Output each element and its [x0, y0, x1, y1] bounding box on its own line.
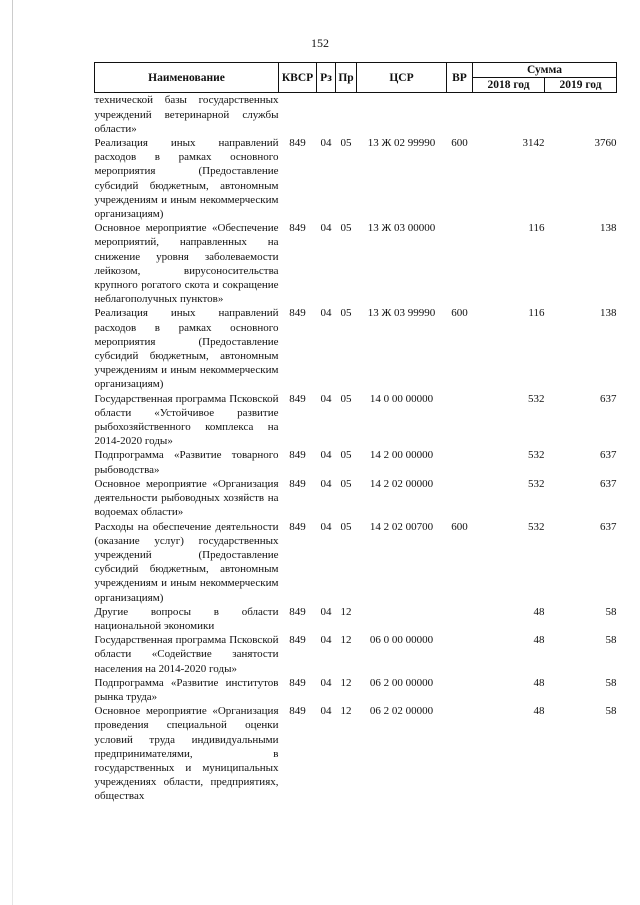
row-name: Реализация иных направлений расходов в рамках основного мероприятия (Предоставление субсидий бюджетным, автономным учреждениям и иным некоммерческим организациям) — [94, 307, 279, 391]
row-vr: 600 — [451, 137, 468, 150]
row-rz: 04 — [320, 307, 332, 320]
row-csr: 14 0 00 00000 — [369, 392, 434, 405]
row-csr: 06 0 00 00000 — [369, 634, 434, 647]
row-vr — [447, 676, 473, 704]
row-kvsr: 849 — [289, 222, 306, 235]
row-rz: 04 — [320, 222, 332, 235]
table-row — [95, 136, 617, 221]
row-kvsr: 849 — [289, 520, 306, 533]
row-name: Основное мероприятие «Организация деятельности рыбоводных хозяйств на водоемах области» — [94, 477, 279, 519]
header-2019: 2019 год — [545, 78, 617, 93]
header-kvsr: КВСР — [279, 63, 317, 93]
row-pr: 05 — [340, 137, 352, 150]
row-vr — [447, 448, 473, 476]
row-csr: 14 2 00 00000 — [369, 449, 434, 462]
row-csr — [357, 605, 447, 633]
row-2019: 58 — [605, 676, 617, 689]
row-pr: 05 — [340, 392, 352, 405]
row-2018: 532 — [528, 520, 545, 533]
row-vr — [447, 605, 473, 633]
row-pr: 05 — [340, 449, 352, 462]
header-2018: 2018 год — [473, 78, 545, 93]
row-rz: 04 — [320, 520, 332, 533]
row-2019: 637 — [600, 449, 617, 462]
row-pr: 05 — [340, 477, 352, 490]
row-kvsr — [279, 93, 317, 136]
row-name: Государственная программа Псковской области «Содействие занятости населения на 2014-2020 годы» — [94, 634, 279, 675]
row-name: Подпрограмма «Развитие институтов рынка труда» — [94, 676, 279, 703]
table-row — [95, 520, 617, 605]
row-name: Расходы на обеспечение деятельности (оказание услуг) государственных учреждений (Предоставление субсидий бюджетным, автономным учреждениям и иным некоммерческим организациям) — [94, 520, 279, 604]
row-2018: 116 — [528, 222, 545, 235]
row-rz: 04 — [320, 392, 332, 405]
row-kvsr: 849 — [289, 392, 306, 405]
header-csr: ЦСР — [357, 63, 447, 93]
header-vr: ВР — [447, 63, 473, 93]
row-pr: 05 — [340, 520, 352, 533]
scan-edge — [12, 0, 13, 905]
budget-table-container — [94, 62, 616, 804]
row-pr: 12 — [340, 634, 352, 647]
row-rz: 04 — [320, 705, 332, 718]
row-csr: 14 2 02 00700 — [369, 520, 434, 533]
header-name: Наименование — [95, 63, 279, 93]
row-rz — [317, 93, 336, 136]
row-csr: 13 Ж 03 00000 — [367, 222, 436, 235]
row-name: Основное мероприятие «Организация проведения специальной оценки условий труда индивидуальными предпринимателями, в государственных и муниципальных учреждениях области, предприятиях, обществах — [94, 705, 279, 803]
row-csr: 06 2 02 00000 — [369, 705, 434, 718]
row-vr — [447, 93, 473, 136]
row-kvsr: 849 — [289, 137, 306, 150]
row-csr: 13 Ж 03 99990 — [367, 307, 436, 320]
row-vr: 600 — [451, 307, 468, 320]
row-2019: 58 — [605, 634, 617, 647]
header-pr: Пр — [336, 63, 357, 93]
row-2019 — [545, 93, 617, 136]
table-row — [95, 605, 617, 633]
row-csr — [357, 93, 447, 136]
row-2018: 3142 — [522, 137, 545, 150]
row-vr — [447, 477, 473, 520]
row-2019: 3760 — [594, 137, 617, 150]
table-row — [95, 306, 617, 391]
budget-table — [94, 62, 617, 804]
row-2018: 116 — [528, 307, 545, 320]
table-row — [95, 93, 617, 136]
row-kvsr: 849 — [289, 605, 306, 618]
table-row — [95, 704, 617, 803]
row-2019: 138 — [600, 222, 617, 235]
row-kvsr: 849 — [289, 477, 306, 490]
row-kvsr: 849 — [289, 676, 306, 689]
table-body — [95, 93, 617, 804]
row-2019: 58 — [605, 605, 617, 618]
row-2019: 138 — [600, 307, 617, 320]
table-row — [95, 221, 617, 306]
row-2018: 48 — [533, 605, 545, 618]
row-2018: 532 — [528, 392, 545, 405]
row-csr: 06 2 00 00000 — [369, 676, 434, 689]
table-row — [95, 448, 617, 476]
row-rz: 04 — [320, 449, 332, 462]
row-rz: 04 — [320, 477, 332, 490]
row-pr: 05 — [340, 307, 352, 320]
row-pr: 12 — [340, 676, 352, 689]
row-name: Реализация иных направлений расходов в рамках основного мероприятия (Предоставление субсидий бюджетным, автономным учреждениям и иным некоммерческим организациям) — [94, 137, 279, 221]
table-row — [95, 392, 617, 449]
row-csr: 13 Ж 02 99990 — [367, 137, 436, 150]
row-rz: 04 — [320, 137, 332, 150]
row-vr — [447, 633, 473, 676]
row-name: Подпрограмма «Развитие товарного рыбоводства» — [94, 449, 279, 476]
header-sum: Сумма — [473, 63, 617, 78]
header-rz: Рз — [317, 63, 336, 93]
row-pr: 12 — [340, 605, 352, 618]
row-csr: 14 2 02 00000 — [369, 477, 434, 490]
row-vr — [447, 221, 473, 306]
row-rz: 04 — [320, 676, 332, 689]
table-row — [95, 633, 617, 676]
row-rz: 04 — [320, 634, 332, 647]
row-2018: 532 — [528, 477, 545, 490]
row-2018: 48 — [533, 676, 545, 689]
row-pr: 05 — [340, 222, 352, 235]
page-number: 152 — [311, 36, 329, 50]
row-kvsr: 849 — [289, 705, 306, 718]
row-vr: 600 — [451, 520, 468, 533]
row-kvsr: 849 — [289, 449, 306, 462]
row-pr — [336, 93, 357, 136]
row-name: Основное мероприятие «Обеспечение мероприятий, направленных на снижение уровня заболеваемости лейкозом, вирусоносительства крупного рогатого скота и сокращение неблагополучных пунктов» — [94, 222, 279, 306]
row-kvsr: 849 — [289, 634, 306, 647]
table-row — [95, 676, 617, 704]
row-2018: 532 — [528, 449, 545, 462]
row-kvsr: 849 — [289, 307, 306, 320]
row-2018 — [473, 93, 545, 136]
row-name: Другие вопросы в области национальной экономики — [94, 605, 279, 632]
row-2018: 48 — [533, 705, 545, 718]
row-vr — [447, 704, 473, 803]
table-row — [95, 477, 617, 520]
row-vr — [447, 392, 473, 449]
row-pr: 12 — [340, 705, 352, 718]
row-name: технической базы государственных учреждений ветеринарной службы области» — [94, 94, 279, 135]
row-name: Государственная программа Псковской области «Устойчивое развитие рыбохозяйственного комплекса на 2014-2020 годы» — [94, 392, 279, 448]
row-2018: 48 — [533, 634, 545, 647]
row-rz: 04 — [320, 605, 332, 618]
row-2019: 58 — [605, 705, 617, 718]
row-2019: 637 — [600, 520, 617, 533]
row-2019: 637 — [600, 477, 617, 490]
row-2019: 637 — [600, 392, 617, 405]
